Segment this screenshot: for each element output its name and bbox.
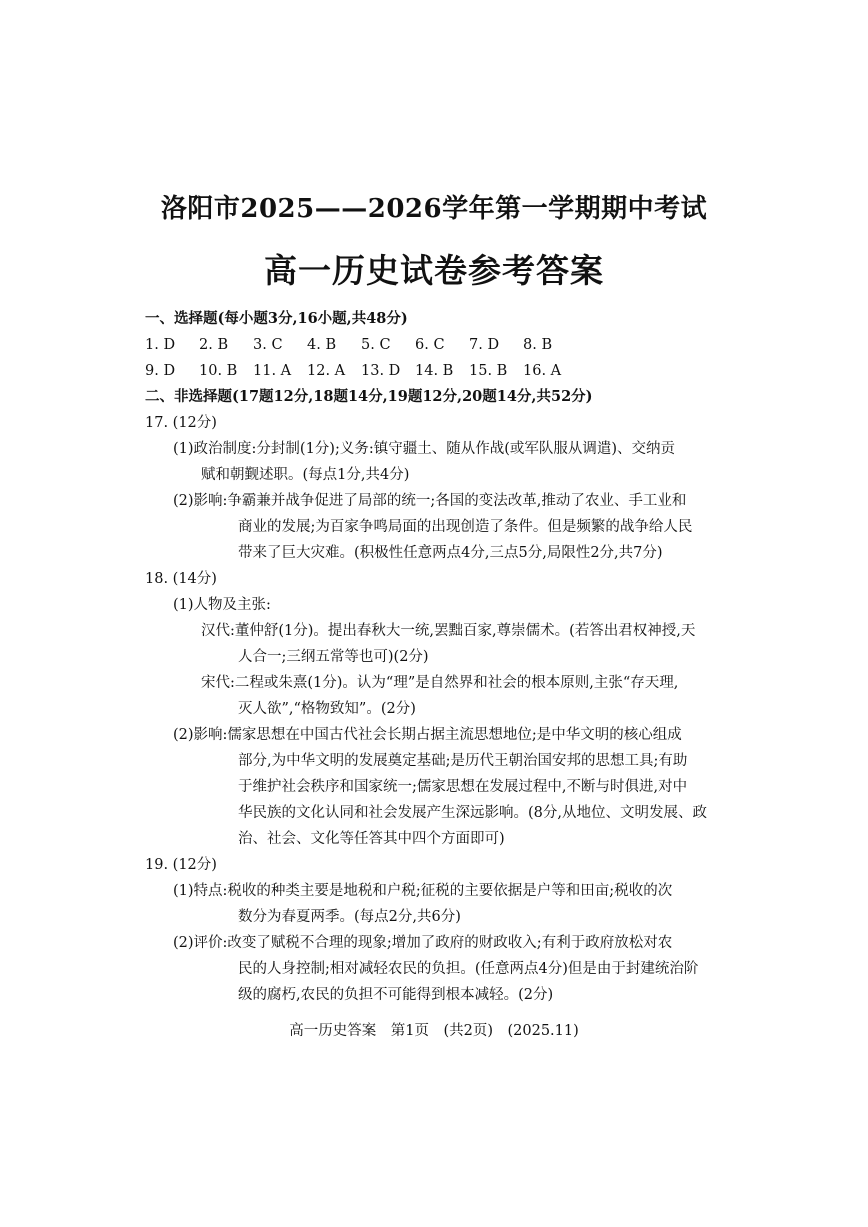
section1-heading: 一、选择题(每小题3分,16小题,共48分) xyxy=(145,310,408,327)
q18-part2-line: 治、社会、文化等任答其中四个方面即可) xyxy=(238,831,505,847)
q17-part1-line: 赋和朝觐述职。(每点1分,共4分) xyxy=(201,467,410,483)
q18-heading: 18. (14分) xyxy=(145,571,217,587)
mc-answer: 7. D xyxy=(469,337,500,353)
mc-answer: 15. B xyxy=(469,363,508,379)
exam-title: 洛阳市2025——2026学年第一学期期中考试 xyxy=(160,194,708,224)
mc-answer: 12. A xyxy=(307,363,346,379)
q18-song-line: 宋代:二程或朱熹(1分)。认为“理”是自然界和社会的根本原则,主张“存天理, xyxy=(201,675,679,691)
mc-answer: 14. B xyxy=(415,363,454,379)
mc-answer: 10. B xyxy=(199,363,238,379)
mc-answer: 13. D xyxy=(361,363,401,379)
mc-row-2 xyxy=(145,358,735,384)
mc-answer: 8. B xyxy=(523,337,553,353)
answer-body xyxy=(145,306,735,1008)
q19-part1-line: 数分为春夏两季。(每点2分,共6分) xyxy=(238,909,461,925)
mc-answer: 2. B xyxy=(199,337,229,353)
q18-song-line: 灭人欲”,“格物致知”。(2分) xyxy=(238,701,416,717)
mc-answer: 16. A xyxy=(523,363,562,379)
q17-part2-line: 带来了巨大灾难。(积极性任意两点4分,三点5分,局限性2分,共7分) xyxy=(238,545,663,561)
mc-answer: 6. C xyxy=(415,337,445,353)
q17-part2-line: 商业的发展;为百家争鸣局面的出现创造了条件。但是频繁的战争给人民 xyxy=(238,519,693,535)
q18-part1-heading: (1)人物及主张: xyxy=(173,597,271,613)
q19-part2-line: 级的腐朽,农民的负担不可能得到根本减轻。(2分) xyxy=(238,987,554,1003)
q18-part2-line: (2)影响:儒家思想在中国古代社会长期占据主流思想地位;是中华文明的核心组成 xyxy=(173,727,682,743)
mc-answer: 3. C xyxy=(253,337,283,353)
mc-answer: 4. B xyxy=(307,337,337,353)
mc-answer: 9. D xyxy=(145,363,176,379)
mc-answer: 1. D xyxy=(145,337,176,353)
q18-han-line: 汉代:董仲舒(1分)。提出春秋大一统,罢黜百家,尊崇儒术。(若答出君权神授,天 xyxy=(201,623,696,639)
q19-part1-line: (1)特点:税收的种类主要是地税和户税;征税的主要依据是户等和田亩;税收的次 xyxy=(173,883,673,899)
q18-part2-line: 于维护社会秩序和国家统一;儒家思想在发展过程中,不断与时俱进,对中 xyxy=(238,779,688,795)
q19-heading: 19. (12分) xyxy=(145,857,217,873)
q19-part2-line: 民的人身控制;相对减轻农民的负担。(任意两点4分)但是由于封建统治阶 xyxy=(238,961,699,977)
exam-subtitle: 高一历史试卷参考答案 xyxy=(264,251,604,290)
section2-heading: 二、非选择题(17题12分,18题14分,19题12分,20题14分,共52分) xyxy=(145,388,593,405)
q17-part1-line: (1)政治制度:分封制(1分);义务:镇守疆土、随从作战(或军队服从调遣)、交纳贡 xyxy=(173,441,676,457)
page-footer: 高一历史答案 第1页 (共2页) (2025.11) xyxy=(289,1023,579,1039)
q17-heading: 17. (12分) xyxy=(145,415,217,431)
q18-part2-line: 部分,为中华文明的发展奠定基础;是历代王朝治国安邦的思想工具;有助 xyxy=(238,753,688,769)
mc-answer: 11. A xyxy=(253,363,292,379)
mc-answer: 5. C xyxy=(361,337,391,353)
mc-row-1 xyxy=(145,332,735,358)
q18-han-line: 人合一;三纲五常等也可)(2分) xyxy=(238,649,429,665)
q19-part2-line: (2)评价:改变了赋税不合理的现象;增加了政府的财政收入;有利于政府放松对农 xyxy=(173,935,673,951)
q17-part2-line: (2)影响:争霸兼并战争促进了局部的统一;各国的变法改革,推动了农业、手工业和 xyxy=(173,493,687,509)
q18-part2-line: 华民族的文化认同和社会发展产生深远影响。(8分,从地位、文明发展、政 xyxy=(238,805,707,821)
